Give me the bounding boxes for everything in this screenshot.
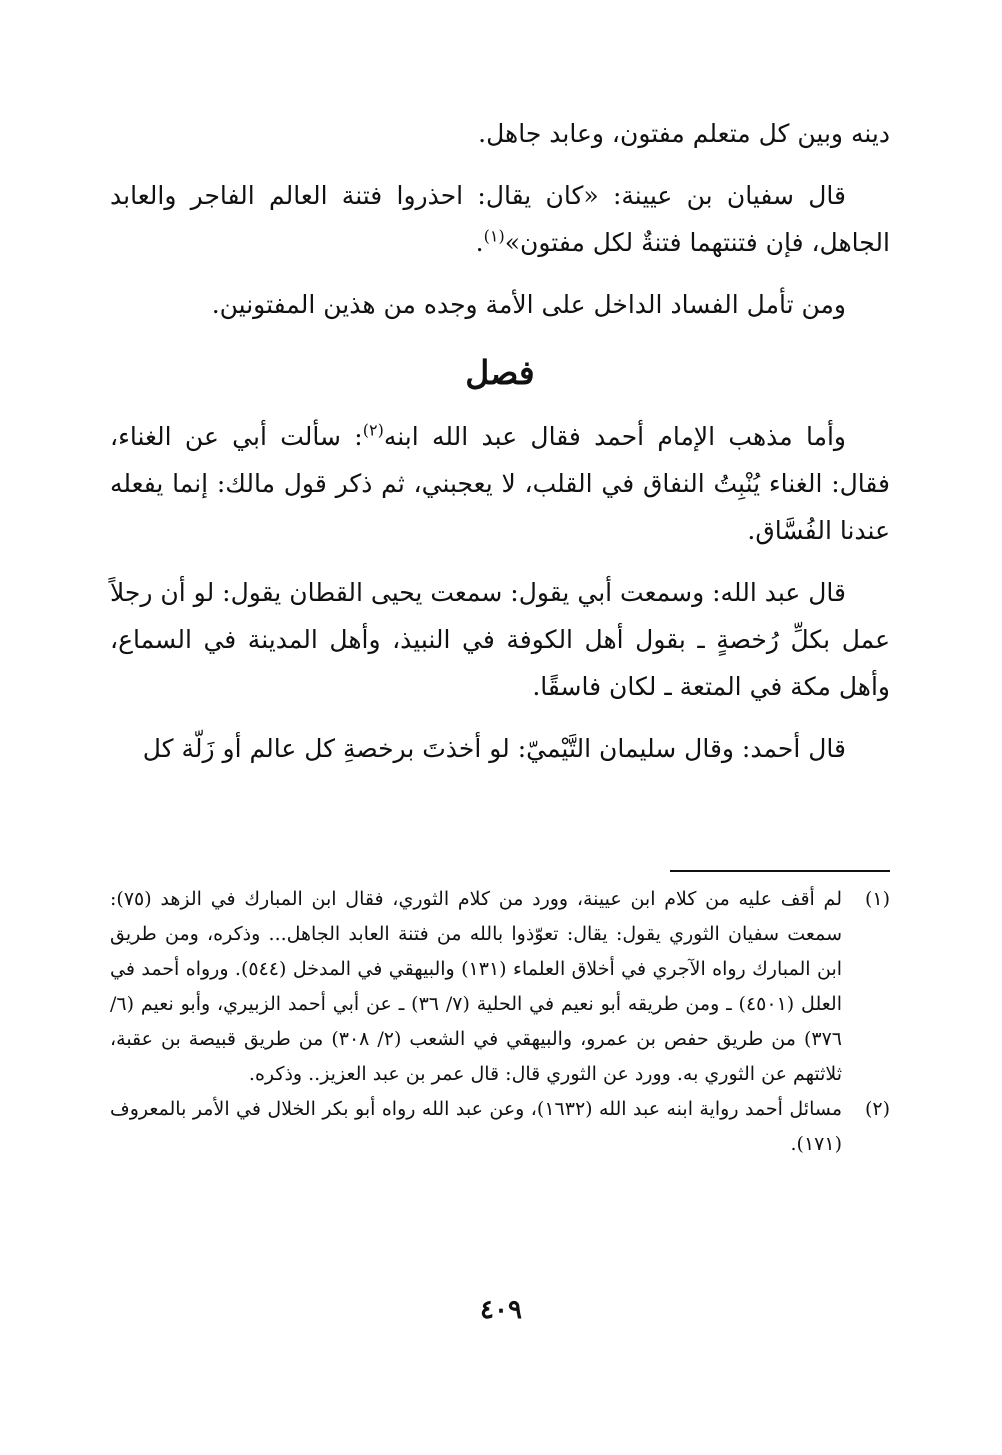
paragraph-2-text: قال سفيان بن عيينة: «كان يقال: احذروا فتنة العالم الفاجر والعابد الجاهل، فإن فتنتهما فتنةٌ لكل مفتون»: [110, 181, 890, 257]
paragraph-4: [110, 413, 890, 554]
paragraph-3: ومن تأمل الفساد الداخل على الأمة وجده من هذين المفتونين.: [211, 290, 846, 319]
main-text: [110, 110, 890, 787]
footnote-2: [110, 1092, 890, 1162]
paragraph-2: [110, 172, 890, 266]
section-heading: فصل: [465, 353, 535, 392]
footnote-text: لم أقف عليه من كلام ابن عيينة، وورد من كلام الثوري، فقال ابن المبارك في الزهد (٧٥): سمعت سفيان الثوري يقول: يقال: تعوّذوا بالله من فتنة العابد الجاهل... وذكره، ومن طريق ابن المبارك رواه الآجري في أخلاق العلماء (١٣١) والبيهقي في المدخل (٥٤٤). ورواه أحمد في العلل (٤٥٠١) ـ ومن طريقه أبو نعيم في الحلية (٧/ ٣٦) ـ عن أبي أحمد الزبيري، وأبو نعيم (٦/ ٣٧٦) من طريق حفص بن عمرو، والبيهقي في الشعب (٢/ ٣٠٨) من طريق قبيصة بن عقبة، ثلاثتهم عن الثوري به. وورد عن الثوري قال: قال عمر بن عبد العزيز.. وذكره.: [110, 888, 843, 1085]
footnote-number: (٢): [864, 1098, 890, 1120]
paragraph-4-rest: : سألت أبي عن الغناء، فقال: الغناء يُنْبِتُ النفاق في القلب، لا يعجبني، ثم ذكر قول مالك: إنما يفعله عندنا الفُسَّاق.: [110, 422, 890, 545]
paragraph-4-start: وأما مذهب الإمام أحمد فقال عبد الله ابنه: [383, 422, 846, 451]
footnote-divider: [670, 870, 890, 872]
paragraph-5: قال عبد الله: وسمعت أبي يقول: سمعت يحيى القطان يقول: لو أن رجلاً عمل بكلِّ رُخصةٍ ـ بقول أهل الكوفة في النبيذ، وأهل المدينة في السماع، وأهل مكة في المتعة ـ لكان فاسقًا.: [110, 578, 890, 701]
paragraph-2-end: .: [475, 228, 484, 257]
footnote-ref-1[interactable]: (١): [483, 226, 505, 246]
footnote-1: [110, 882, 890, 1092]
footnote-number: (١): [864, 888, 890, 910]
footnote-ref-2[interactable]: (٢): [362, 420, 384, 440]
page-number: ٤٠٩: [480, 1295, 522, 1325]
paragraph-6: قال أحمد: وقال سليمان التَّيْميّ: لو أخذتَ برخصةِ كل عالم أو زَلّة كل: [142, 734, 846, 763]
paragraph-1: دينه وبين كل متعلم مفتون، وعابد جاهل.: [478, 119, 890, 148]
footnote-text: مسائل أحمد رواية ابنه عبد الله (١٦٣٢)، وعن عبد الله رواه أبو بكر الخلال في الأمر بالمعروف (١٧١).: [110, 1098, 842, 1155]
footnotes: [110, 882, 890, 1162]
